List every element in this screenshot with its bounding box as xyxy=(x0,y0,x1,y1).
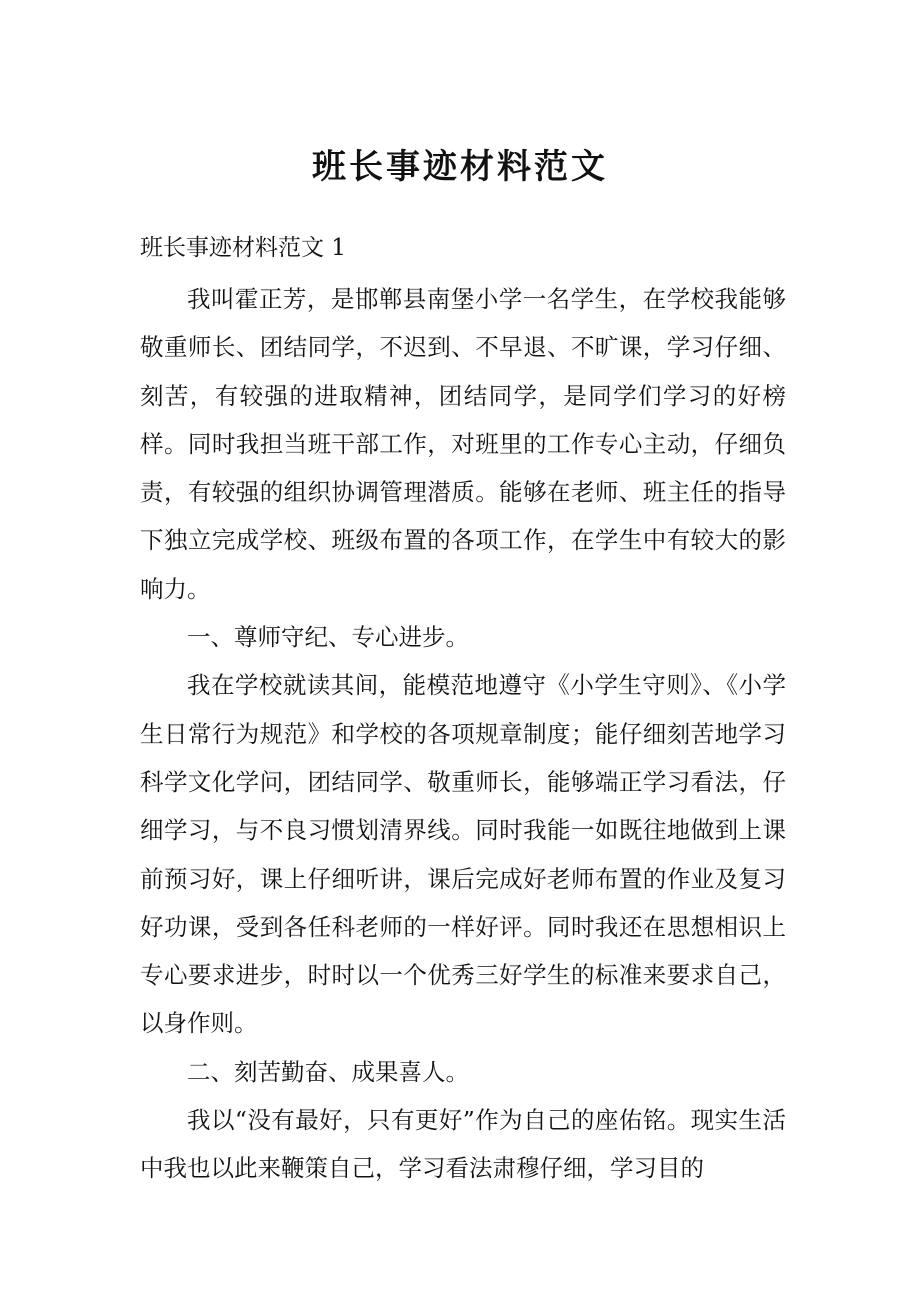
document-title: 班长事迹材料范文 xyxy=(312,147,608,187)
paragraph-motto: 我以“没有最好，只有更好”作为自己的座佑铭。现实生活中我也以此来鞭策自己，学习看法肃穆仔细，学习目的 xyxy=(140,1106,786,1183)
paragraph-intro: 我叫霍正芳，是邯郸县南堡小学一名学生，在学校我能够敬重师长、团结同学，不迟到、不早退、不旷课，学习仔细、刻苦，有较强的进取精神，团结同学，是同学们学习的好榜样。同时我担当班干部工作，对班里的工作专心主动，仔细负责，有较强的组织协调管理潜质。能够在老师、班主任的指导下独立完成学校、班级布置的各项工作，在学生中有较大的影响力。 xyxy=(140,285,786,603)
document-body xyxy=(140,275,786,1193)
paragraph-study: 我在学校就读其间，能模范地遵守《小学生守则》、《小学生日常行为规范》和学校的各项规章制度；能仔细刻苦地学习科学文化学问，团结同学、敬重师长，能够端正学习看法，仔细学习，与不良习惯划清界线。同时我能一如既往地做到上课前预习好，课上仔细听讲，课后完成好老师布置的作业及复习好功课，受到各任科老师的一样好评。同时我还在思想相识上专心要求进步，时时以一个优秀三好学生的标准来要求自己，以身作则。 xyxy=(140,671,786,1038)
paragraph-heading-two: 二、刻苦勤奋、成果喜人。 xyxy=(187,1057,469,1086)
section-heading: 班长事迹材料范文 1 xyxy=(140,235,346,261)
paragraph-heading-one: 一、尊师守纪、专心进步。 xyxy=(187,623,469,652)
